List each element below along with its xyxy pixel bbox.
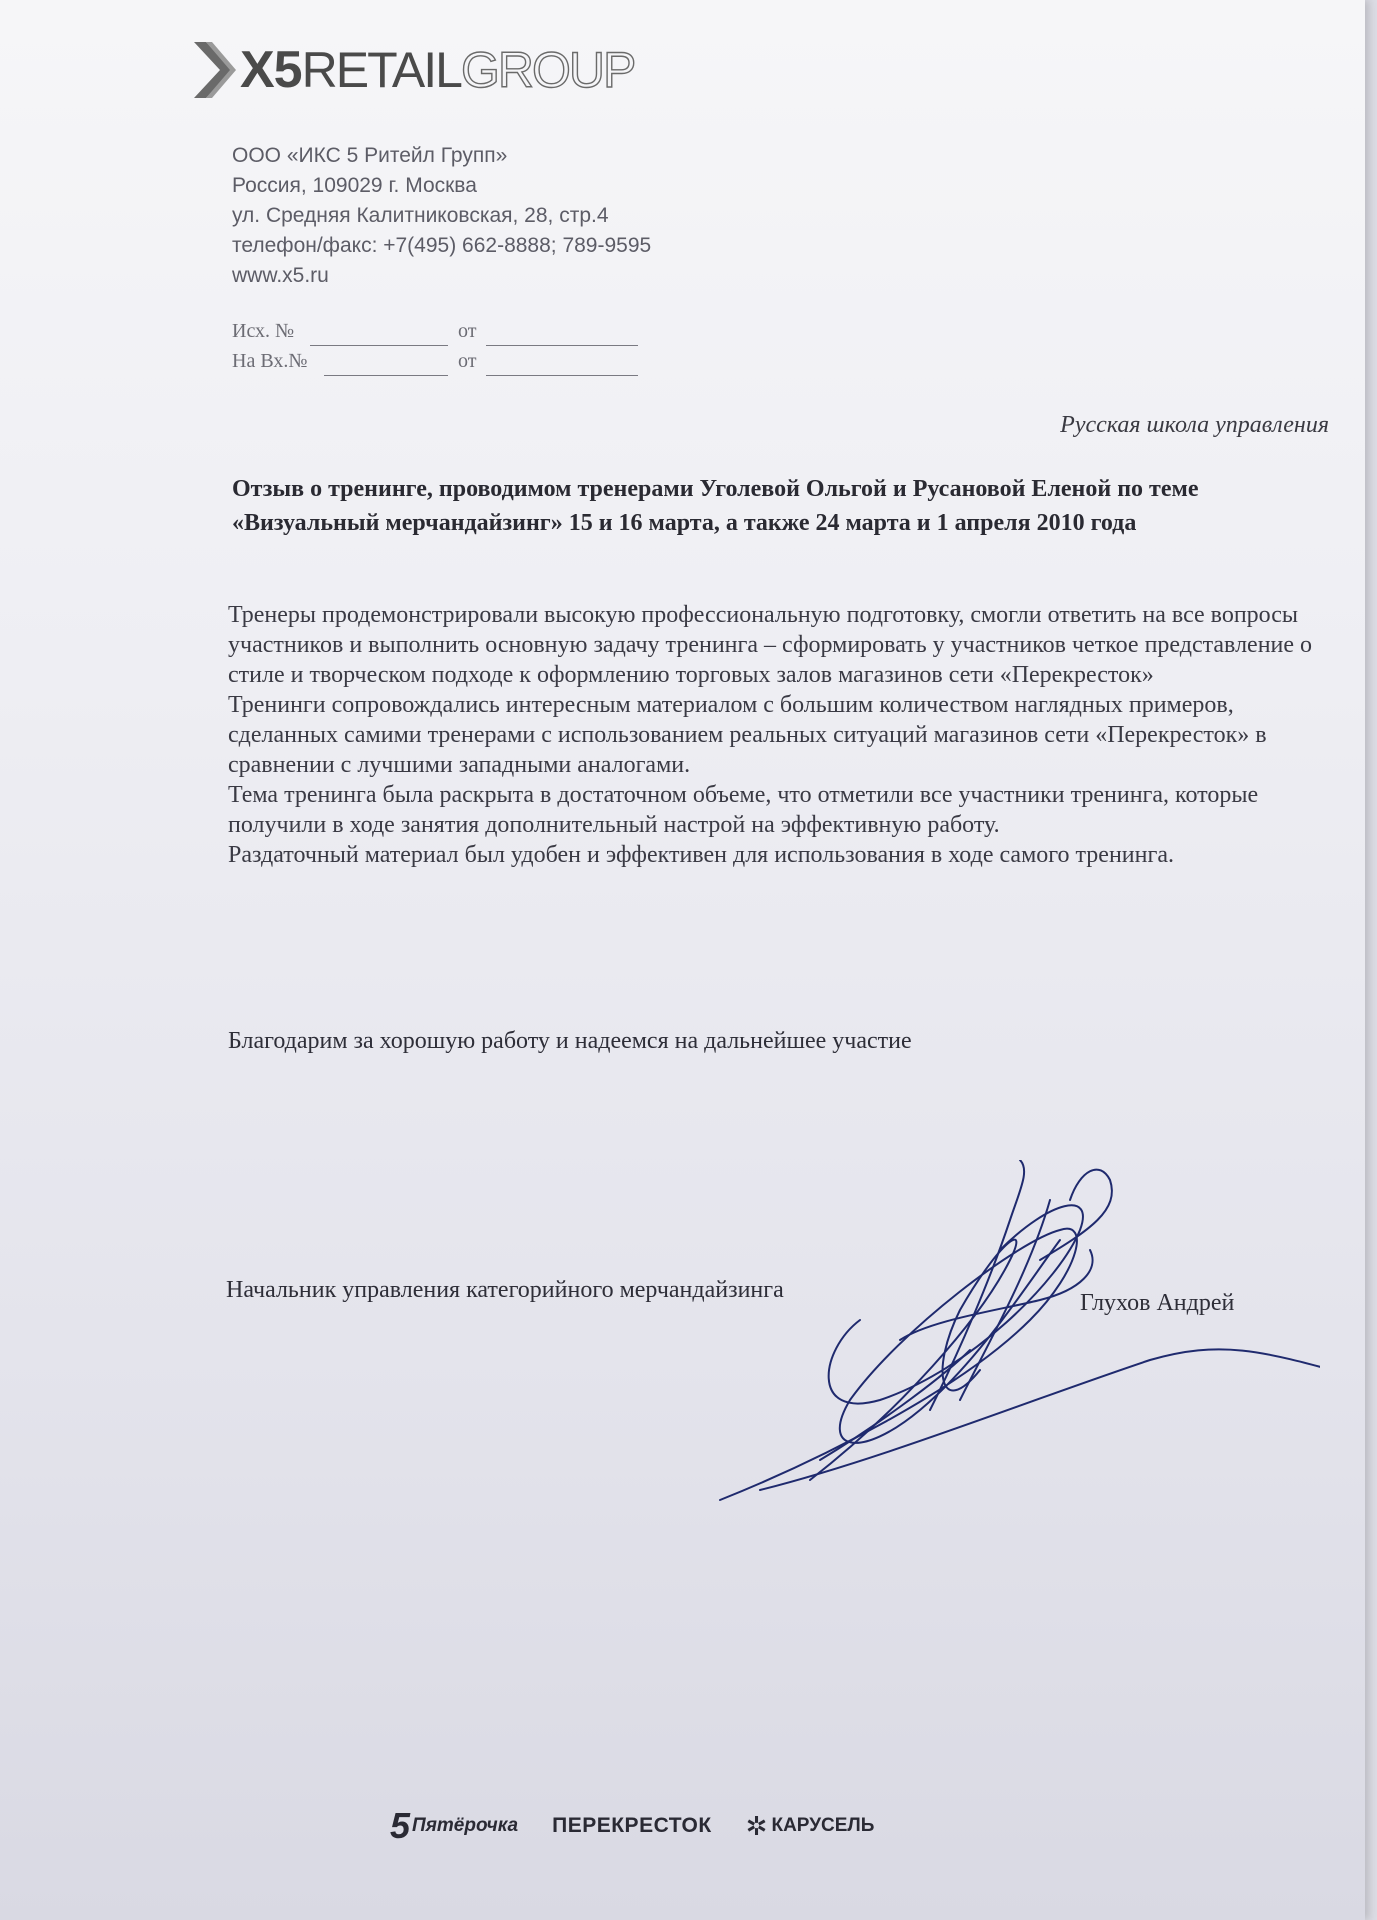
body-paragraph: Тренинги сопровождались интересным материалом с большим количеством наглядных примеров, сделанных самими тренерами с использованием реальных ситуаций магазинов сети «Перекресток» в сравнении с лучшими западными аналогами. bbox=[228, 692, 1267, 778]
x5-retail-group-logo bbox=[192, 40, 634, 100]
company-website: www.x5.ru bbox=[232, 264, 329, 287]
brand-perekrestok bbox=[552, 1814, 712, 1838]
incoming-ref-row bbox=[232, 346, 638, 376]
body-paragraph: Раздаточный материал был удобен и эффективен для использования в ходе самого тренинга. bbox=[228, 842, 1174, 868]
company-name: ООО «ИКС 5 Ритейл Групп» bbox=[232, 144, 508, 167]
brand-karusel bbox=[746, 1811, 875, 1842]
body-paragraph: Тренеры продемонстрировали высокую профессиональную подготовку, смогли ответить на все вопросы участников и выполнить основную задачу тренинга – сформировать у участников четкое представление о стиле и творческом подходе к оформлению торговых залов магазинов сети «Перекресток» bbox=[228, 602, 1313, 688]
incoming-from-label: от bbox=[458, 350, 477, 372]
incoming-date-blank bbox=[486, 355, 638, 376]
karusel-name: КАРУСЕЛЬ bbox=[771, 1815, 875, 1836]
letter-body bbox=[228, 600, 1338, 870]
pyaterochka-name: Пятёрочка bbox=[412, 1815, 519, 1836]
logo-retail-text: RETAIL bbox=[301, 42, 461, 98]
outgoing-ref-row bbox=[232, 316, 638, 346]
letter-title: Отзыв о тренинге, проводимом тренерами Уголевой Ольгой и Русановой Еленой по теме «Визуальный мерчандайзинг» 15 и 16 марта, а также 24 марта и 1 апреля 2010 года bbox=[232, 476, 1199, 536]
karusel-star-icon: ✲ bbox=[745, 1810, 768, 1841]
company-address-block bbox=[232, 141, 651, 291]
closing-line: Благодарим за хорошую работу и надеемся на дальнейшее участие bbox=[228, 1028, 912, 1054]
footer-brands bbox=[390, 1805, 874, 1847]
handwritten-signature bbox=[700, 1160, 1320, 1510]
company-street: ул. Средняя Калитниковская, 28, стр.4 bbox=[232, 204, 609, 227]
recipient: Русская школа управления bbox=[1060, 412, 1329, 438]
company-city: Россия, 109029 г. Москва bbox=[232, 174, 477, 197]
chevron-logo-icon bbox=[192, 42, 238, 98]
signer-position: Начальник управления категорийного мерчандайзинга bbox=[226, 1277, 784, 1303]
outgoing-from-label: от bbox=[458, 320, 477, 342]
perekrestok-name: ПЕРЕКРЕСТОК bbox=[552, 1814, 712, 1837]
incoming-number-blank bbox=[324, 355, 448, 376]
pyaterochka-digit: 5 bbox=[390, 1805, 411, 1846]
company-phone: телефон/факс: +7(495) 662-8888; 789-9595 bbox=[232, 234, 652, 257]
outgoing-label: Исх. № bbox=[232, 320, 295, 342]
incoming-label: На Вх.№ bbox=[232, 350, 308, 372]
brand-pyaterochka bbox=[390, 1805, 518, 1847]
outgoing-date-blank bbox=[486, 325, 638, 346]
reference-numbers bbox=[232, 316, 638, 376]
logo-group-text: GROUP bbox=[460, 42, 635, 98]
logo-x5-text: X5 bbox=[240, 41, 302, 99]
signer-name: Глухов Андрей bbox=[1080, 1290, 1235, 1316]
body-paragraph: Тема тренинга была раскрыта в достаточном объеме, что отметили все участники тренинга, которые получили в ходе занятия дополнительный настрой на эффективную работу. bbox=[228, 782, 1259, 838]
outgoing-number-blank bbox=[310, 325, 448, 346]
